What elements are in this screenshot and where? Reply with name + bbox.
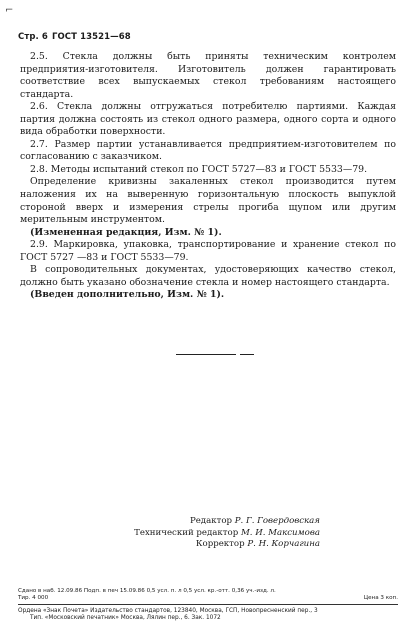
publisher-info: [18, 608, 398, 623]
paragraph-2-5: 2.5. Стекла должны быть приняты техническим контролем предприятия-изготовителя. Изготовитель должен гарантировать соответствие всех выпускаемых стекол требованиям настоящего стандарта.: [20, 51, 396, 100]
paragraph-documents: В сопроводительных документах, удостоверяющих качество стекол, должно быть указано обозначение стекла и номер настоящего стандарта.: [20, 264, 396, 288]
print-imprint: [18, 588, 398, 602]
corrector-label: Корректор: [195, 539, 245, 550]
corrector-name: Р. Н. Корчагина: [247, 539, 320, 550]
paragraph-2-9: 2.9. Маркировка, упаковка, транспортирование и хранение стекол по ГОСТ 5727 —83 и ГОСТ 5533—79.: [20, 239, 396, 263]
end-rule-short: [240, 354, 254, 355]
page-number: Стр. 6: [18, 32, 48, 42]
print-run: Тир. 4 000: [18, 595, 49, 602]
imprint-divider: [18, 604, 398, 605]
document-body: [20, 51, 396, 302]
end-rule: [176, 354, 236, 355]
imprint-line-2: [18, 595, 398, 602]
page-header: [18, 32, 131, 42]
imprint-line-1: Сдано в наб. 12.09.86 Подп. в печ 15.09.86 0,5 усл. п. л 0,5 усл. кр.-отт. 0,36 уч.-изд. л.: [18, 588, 276, 594]
tech-editor-label: Технический редактор: [134, 527, 239, 538]
standard-number: ГОСТ 13521—68: [51, 32, 131, 42]
corrector-line: [100, 539, 320, 551]
price: Цена 3 коп.: [363, 595, 398, 602]
printer-line: Тип. «Московский печатник» Москва, Лялин пер., 6. Зак. 1072: [30, 615, 221, 622]
scan-corner-mark: ⌐: [5, 5, 14, 16]
editor-line: [100, 516, 320, 528]
credits-block: [100, 516, 320, 551]
publisher-line: Ордена «Знак Почета» Издательство стандартов, 123840, Москва, ГСП, Новопресненский пер., 3: [18, 608, 318, 614]
paragraph-curvature: Определение кривизны закаленных стекол производится путем наложения их на выверенную горизонтальную плоскость выпуклой стороной вверх и измерения стрелы прогиба щупом или другим мерительным инструментом.: [20, 176, 396, 226]
paragraph-2-6: 2.6. Стекла должны отгружаться потребителю партиями. Каждая партия должна состоять из стекол одного размера, одного сорта и одного вида обработки поверхности.: [20, 101, 396, 138]
paragraph-2-7: 2.7. Размер партии устанавливается предприятием-изготовителем по согласованию с заказчиком.: [20, 138, 396, 163]
amendment-note-2: (Введен дополнительно, Изм. № 1).: [30, 289, 225, 301]
editor-name: Р. Г. Говердовская: [234, 516, 320, 526]
editor-label: Редактор: [189, 516, 233, 526]
tech-editor-name: М. И. Максимова: [240, 527, 320, 538]
tech-editor-line: [100, 528, 320, 540]
amendment-note-1: (Измененная редакция, Изм. № 1).: [30, 226, 222, 238]
paragraph-2-8: 2.8. Методы испытаний стекол по ГОСТ 5727—83 и ГОСТ 5533—79.: [30, 163, 368, 175]
